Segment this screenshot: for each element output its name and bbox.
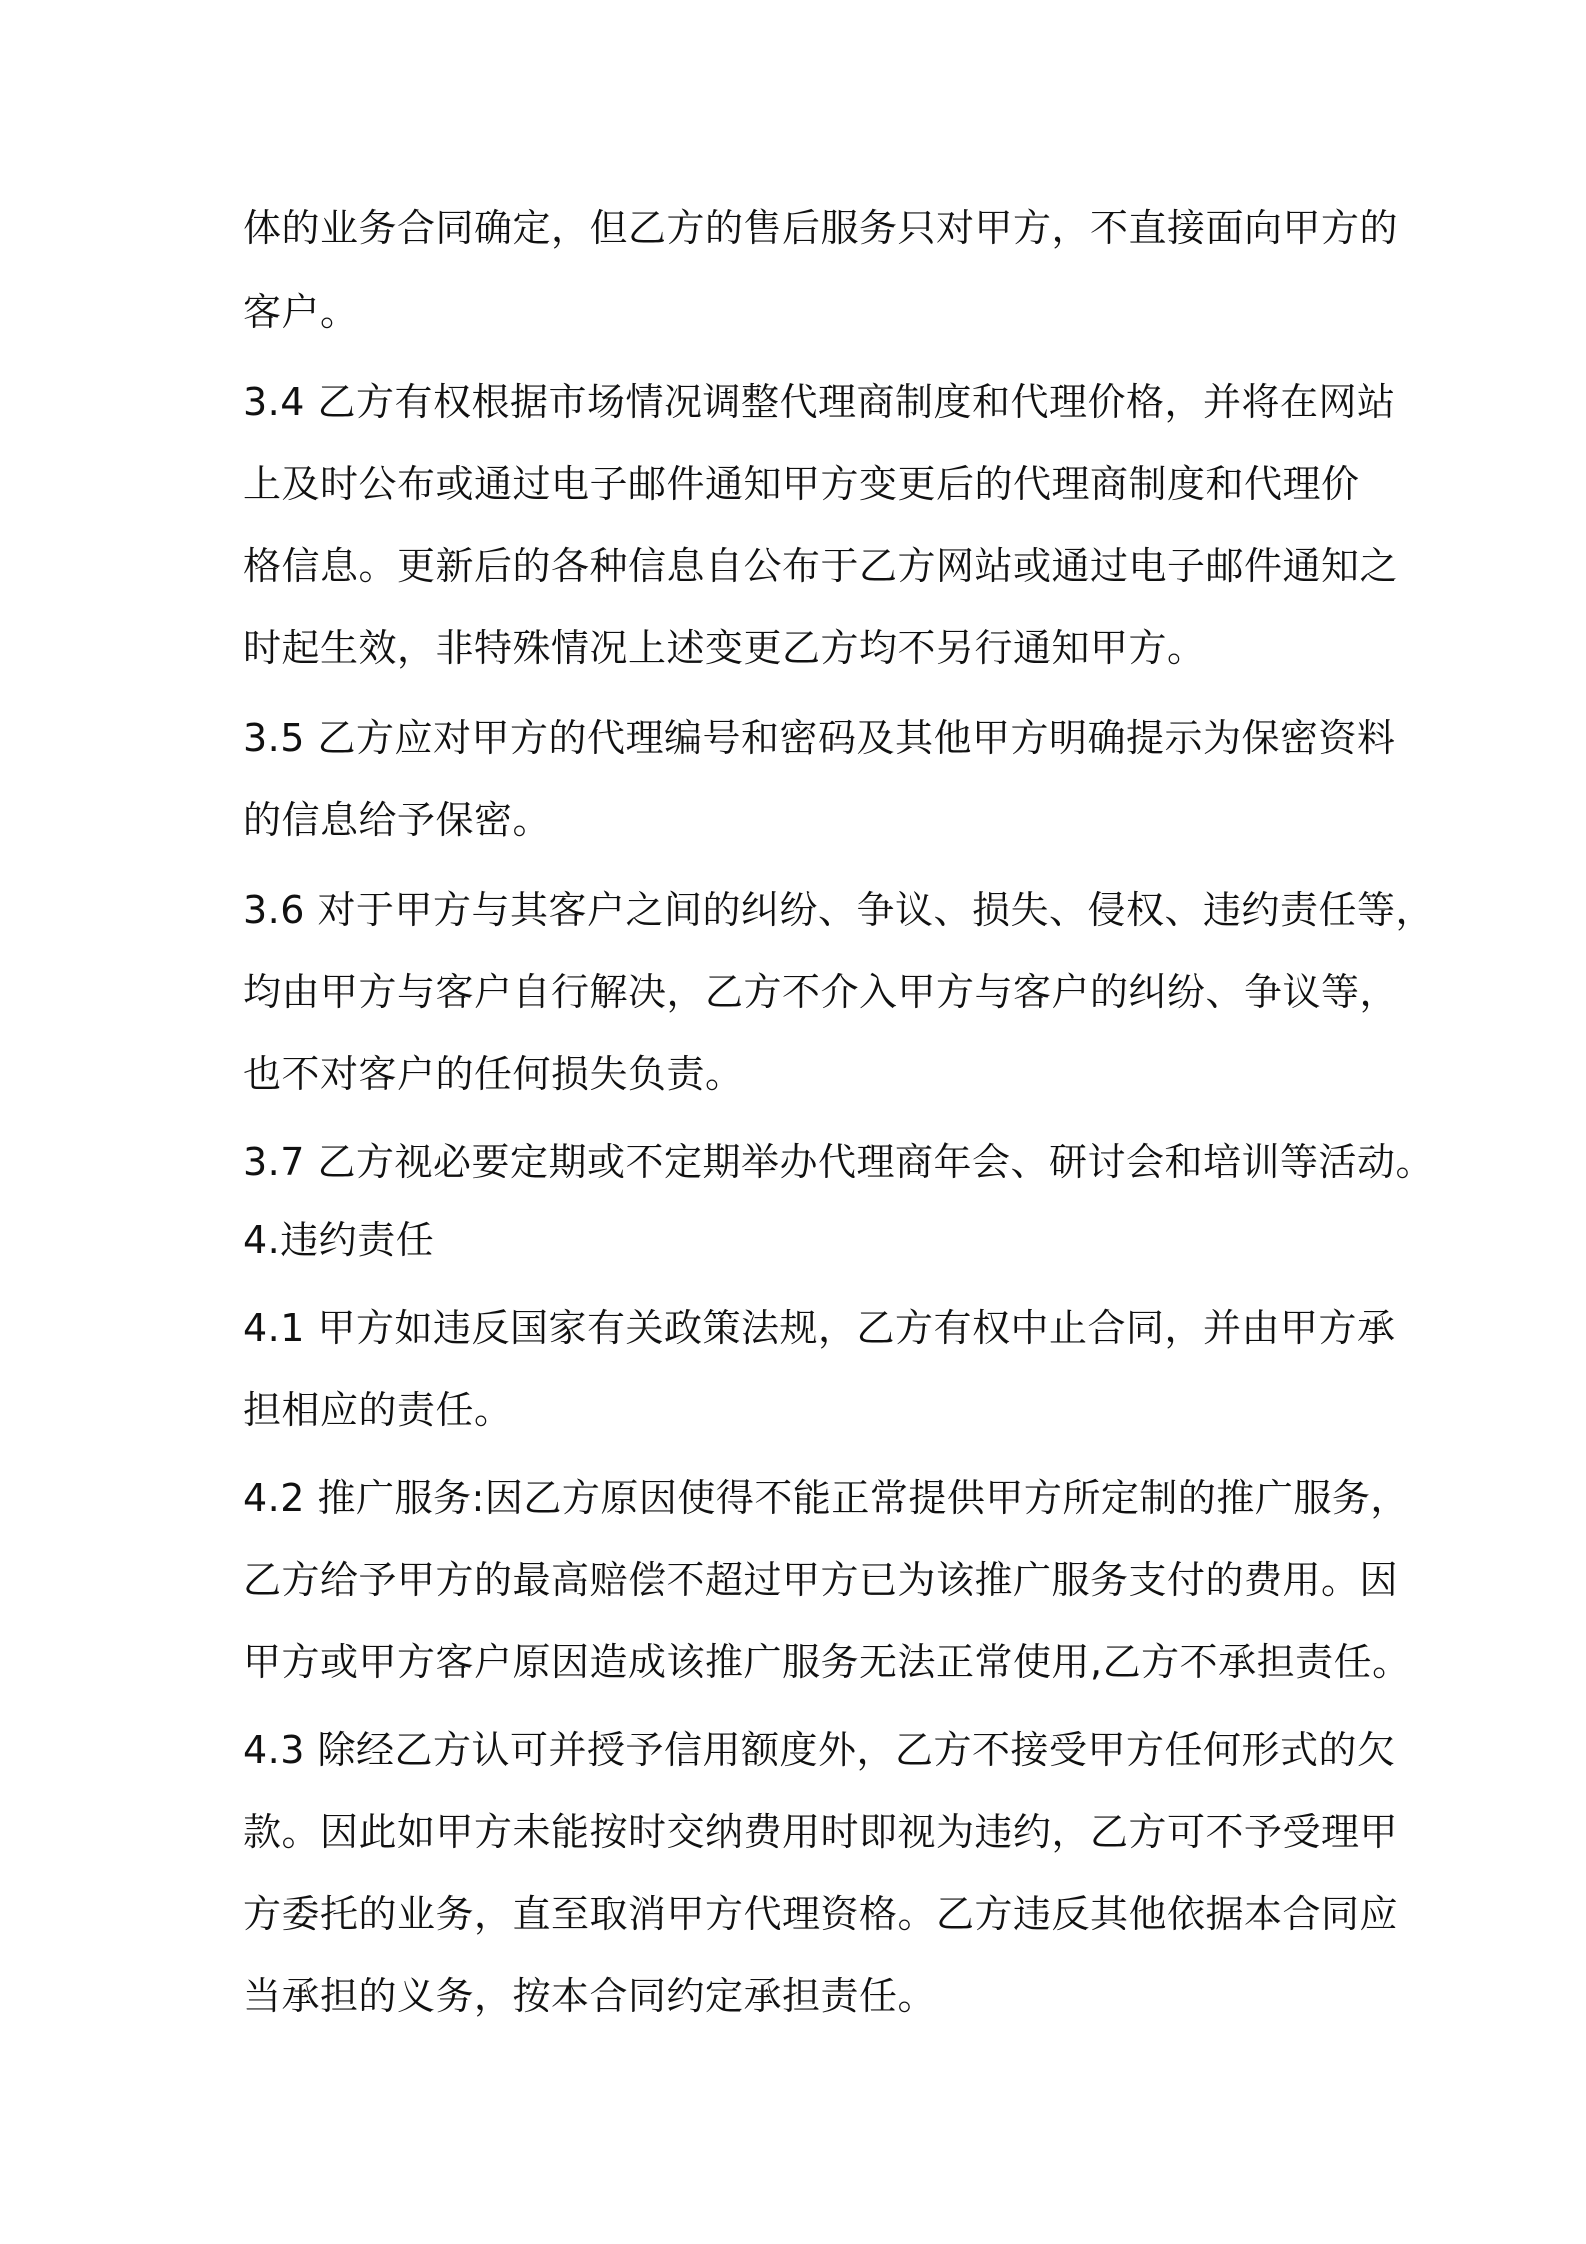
- text-line: 客户。: [243, 290, 359, 334]
- text-line: 也不对客户的任何损失负责。: [243, 1052, 744, 1096]
- text-line: 当承担的义务，按本合同约定承担责任。: [243, 1974, 937, 2018]
- text-line: 体的业务合同确定，但乙方的售后服务只对甲方，不直接面向甲方的: [243, 206, 1399, 250]
- section-heading: 4.违约责任: [243, 1218, 435, 1262]
- text-line: 方委托的业务，直至取消甲方代理资格。乙方违反其他依据本合同应: [243, 1892, 1399, 1936]
- text-line: 格信息。更新后的各种信息自公布于乙方网站或通过电子邮件通知之: [243, 544, 1399, 588]
- clause-3-6: 3.6 对于甲方与其客户之间的纠纷、争议、损失、侵权、违约责任等，: [243, 888, 1435, 932]
- text-line: 的信息给予保密。: [243, 798, 552, 842]
- text-line: 甲方或甲方客户原因造成该推广服务无法正常使用,乙方不承担责任。: [243, 1640, 1411, 1684]
- text-line: 担相应的责任。: [243, 1388, 513, 1432]
- text-line: 均由甲方与客户自行解决，乙方不介入甲方与客户的纠纷、争议等，: [243, 970, 1399, 1014]
- clause-3-5: 3.5 乙方应对甲方的代理编号和密码及其他甲方明确提示为保密资料: [243, 716, 1396, 760]
- text-line: 时起生效，非特殊情况上述变更乙方均不另行通知甲方。: [243, 626, 1206, 670]
- clause-4-3: 4.3 除经乙方认可并授予信用额度外，乙方不接受甲方任何形式的欠: [243, 1728, 1396, 1772]
- clause-4-1: 4.1 甲方如违反国家有关政策法规，乙方有权中止合同，并由甲方承: [243, 1306, 1396, 1350]
- text-line: 上及时公布或通过电子邮件通知甲方变更后的代理商制度和代理价: [243, 462, 1360, 506]
- text-line: 款。因此如甲方未能按时交纳费用时即视为违约，乙方可不予受理甲: [243, 1810, 1399, 1854]
- text-line: 乙方给予甲方的最高赔偿不超过甲方已为该推广服务支付的费用。因: [243, 1558, 1399, 1602]
- clause-3-7: 3.7 乙方视必要定期或不定期举办代理商年会、研讨会和培训等活动。: [243, 1140, 1435, 1184]
- clause-4-2: 4.2 推广服务:因乙方原因使得不能正常提供甲方所定制的推广服务，: [243, 1476, 1409, 1520]
- clause-3-4: 3.4 乙方有权根据市场情况调整代理商制度和代理价格，并将在网站: [243, 380, 1396, 424]
